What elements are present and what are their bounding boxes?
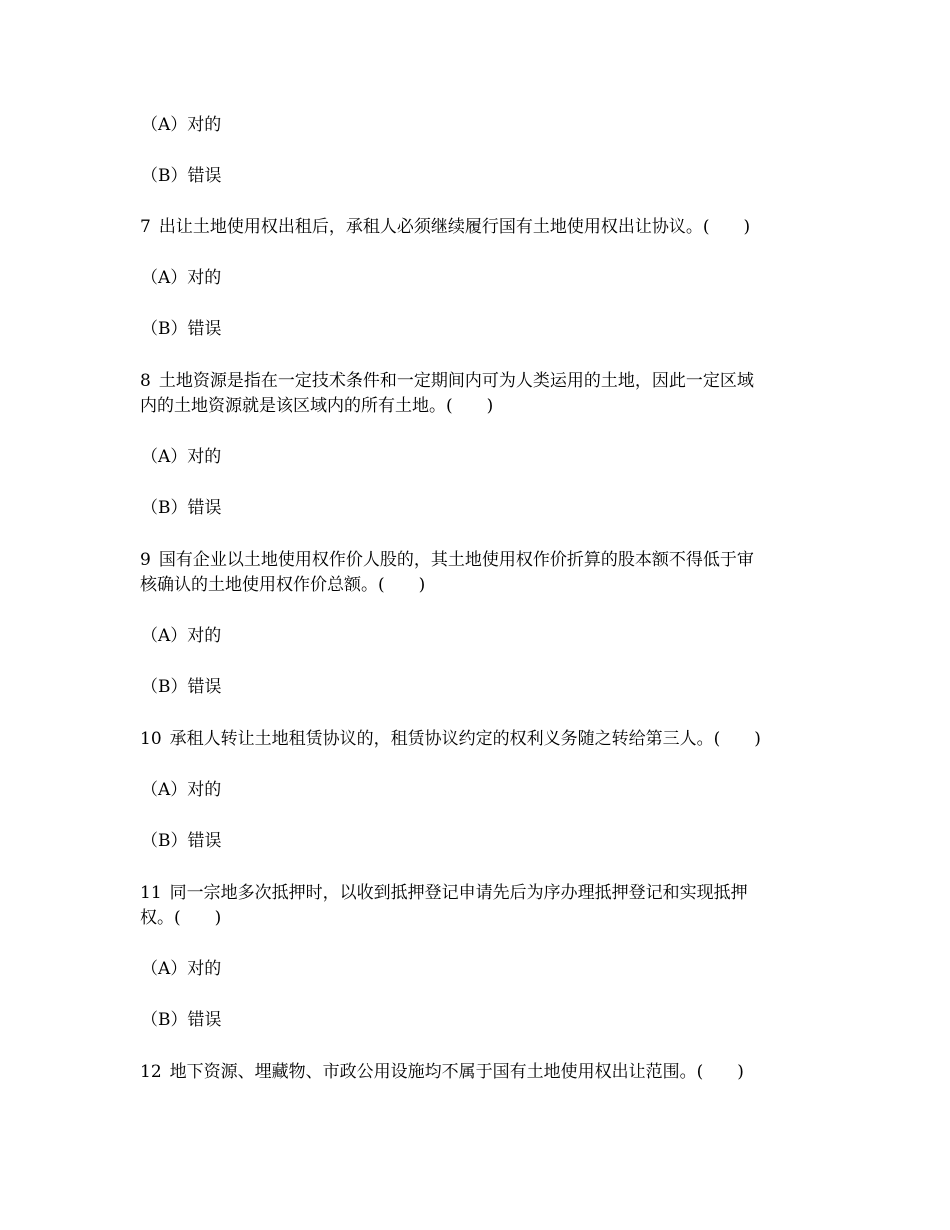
option-a-q10: （A）对的 [141, 780, 222, 800]
option-b-q7: （B）错误 [141, 319, 222, 339]
question-text-line: 土地资源是指在一定技术条件和一定期间内可为人类运用的土地，因此一定区域 [158, 371, 754, 391]
option-b-q8: （B）错误 [141, 498, 222, 518]
question-12 [140, 1060, 820, 1084]
question-number: 12 [140, 1062, 162, 1082]
option-a-q11: （A）对的 [141, 959, 222, 979]
question-text-line: 承租人转让土地租赁协议的，租赁协议约定的权利义务随之转给第三人。( ) [169, 729, 761, 749]
question-7 [140, 215, 820, 239]
question-10 [140, 727, 820, 751]
option-a-q6: （A）对的 [141, 115, 222, 135]
question-number: 9 [140, 550, 151, 570]
option-a-q7: （A）对的 [141, 268, 222, 288]
question-text-line: 出让土地使用权出租后，承租人必须继续履行国有土地使用权出让协议。( ) [158, 217, 751, 237]
question-number: 7 [140, 217, 151, 237]
question-9 [140, 548, 820, 572]
option-a-q9: （A）对的 [141, 626, 222, 646]
option-b-q11: （B）错误 [141, 1010, 222, 1030]
question-11-continued: 权。( ) [140, 908, 222, 928]
question-text-line: 地下资源、埋藏物、市政公用设施均不属于国有土地使用权出让范围。( ) [169, 1062, 744, 1082]
question-9-continued: 核确认的土地使用权作价总额。( ) [140, 575, 426, 595]
option-a-q8: （A）对的 [141, 447, 222, 467]
question-11 [140, 881, 820, 905]
question-text-line: 国有企业以土地使用权作价人股的，其土地使用权作价折算的股本额不得低于审 [158, 550, 754, 570]
question-text-line: 同一宗地多次抵押时，以收到抵押登记申请先后为序办理抵押登记和实现抵押 [169, 883, 748, 903]
option-b-q6: （B）错误 [141, 166, 222, 186]
option-b-q9: （B）错误 [141, 677, 222, 697]
question-8 [140, 369, 820, 393]
question-8-continued: 内的土地资源就是该区域内的所有土地。( ) [140, 396, 494, 416]
question-number: 10 [140, 729, 162, 749]
question-number: 8 [140, 371, 151, 391]
question-number: 11 [140, 883, 162, 903]
option-b-q10: （B）错误 [141, 831, 222, 851]
